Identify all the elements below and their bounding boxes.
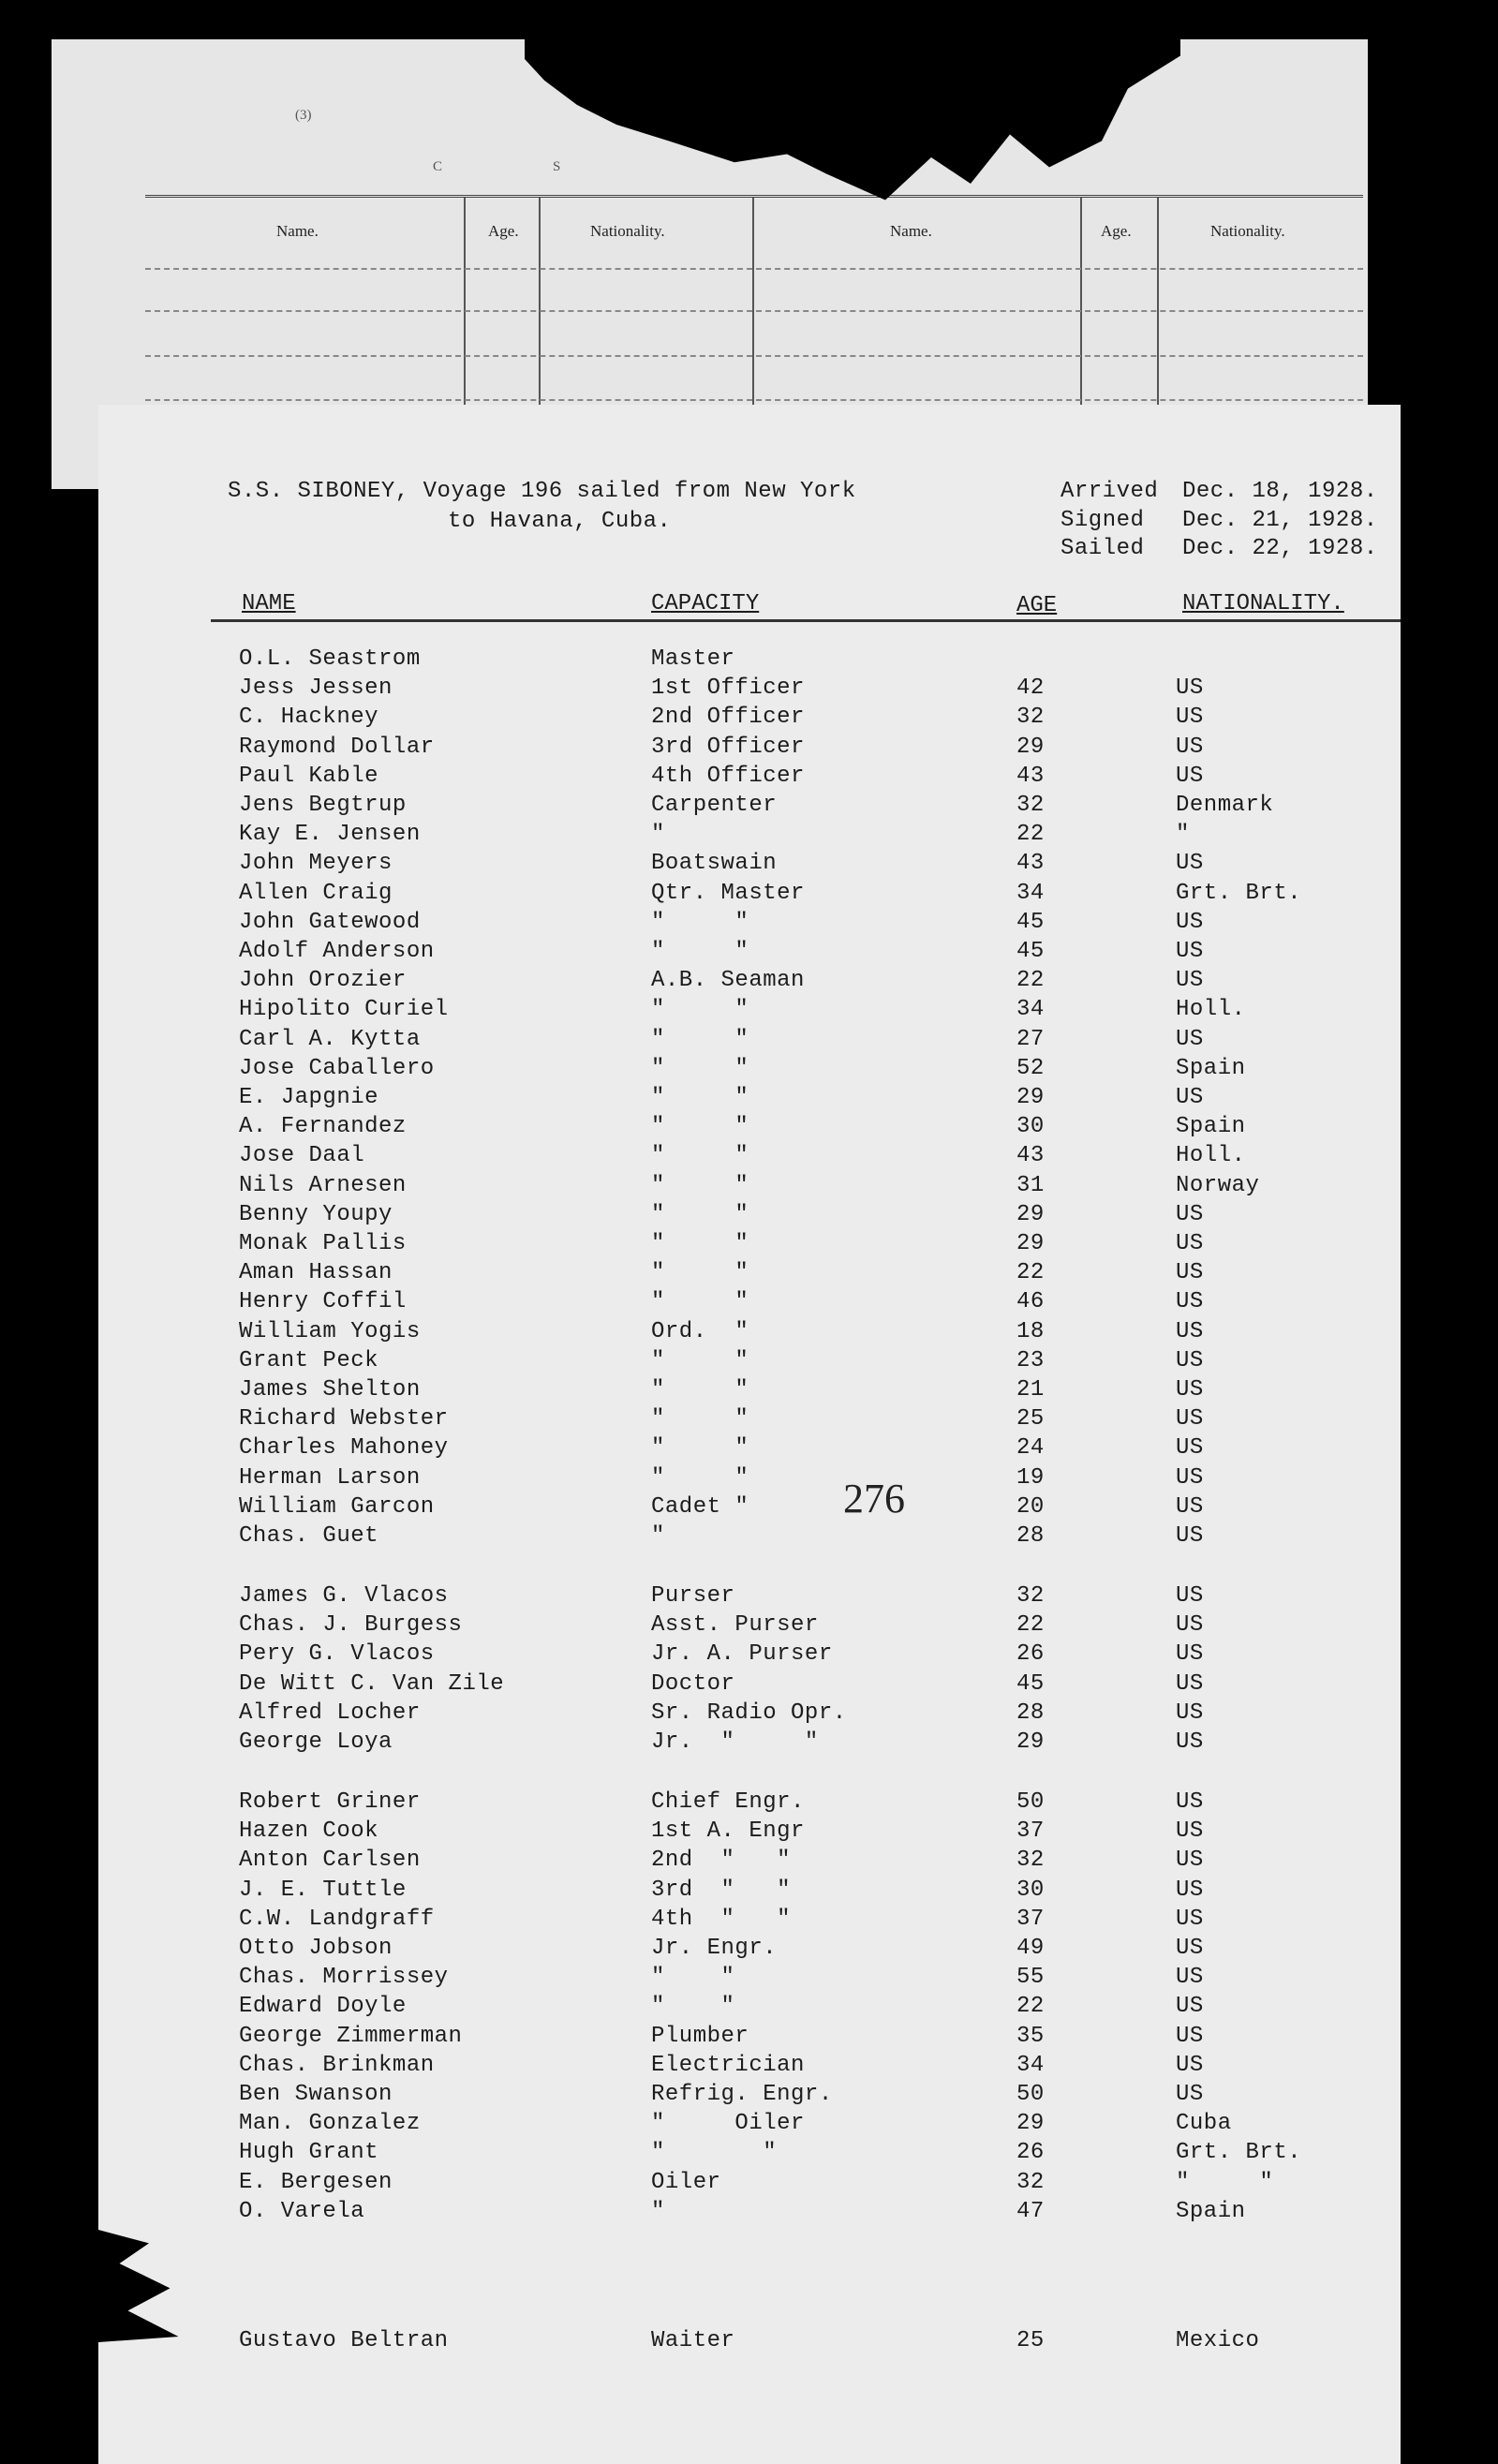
row-name: Alfred Locher bbox=[239, 1700, 421, 1726]
row-name: Man. Gonzalez bbox=[239, 2111, 421, 2137]
row-name: Benny Youpy bbox=[239, 1201, 393, 1227]
row-nationality: US bbox=[1176, 734, 1204, 760]
arrived-label: Arrived bbox=[1060, 479, 1159, 504]
row-capacity: 2nd " " bbox=[651, 1848, 792, 1874]
row-age: 47 bbox=[1016, 2198, 1045, 2224]
row-capacity: " " bbox=[651, 1026, 749, 1052]
row-capacity: " " bbox=[651, 1406, 749, 1432]
row-name: Edward Doyle bbox=[239, 1994, 407, 2020]
row-age: 22 bbox=[1016, 1260, 1045, 1286]
row-name: Jose Caballero bbox=[239, 1055, 435, 1081]
row-age: 24 bbox=[1016, 1435, 1045, 1462]
row-capacity: Purser bbox=[651, 1583, 735, 1609]
row-nationality: US bbox=[1176, 939, 1204, 964]
row-name: Jess Jessen bbox=[239, 675, 393, 702]
row-age: 34 bbox=[1016, 997, 1045, 1023]
row-age: 45 bbox=[1016, 1670, 1045, 1697]
row-nationality: US bbox=[1176, 1700, 1204, 1726]
row-capacity: Qtr. Master bbox=[651, 880, 805, 906]
row-age: 32 bbox=[1016, 2169, 1045, 2195]
row-name: Raymond Dollar bbox=[239, 734, 435, 760]
signed-date: Dec. 21, 1928. bbox=[1182, 508, 1378, 533]
row-nationality: US bbox=[1176, 2052, 1204, 2078]
row-capacity: 4th Officer bbox=[651, 763, 805, 789]
form-col-name: Name. bbox=[276, 222, 319, 240]
row-capacity: 3rd Officer bbox=[651, 734, 805, 760]
voyage-line-1: S.S. SIBONEY, Voyage 196 sailed from New York bbox=[228, 479, 856, 504]
row-capacity: " bbox=[651, 2198, 665, 2224]
form-header-fragment: C bbox=[433, 159, 443, 174]
row-name: John Gatewood bbox=[239, 909, 421, 935]
form-col-age: Age. bbox=[488, 222, 519, 240]
row-nationality: Spain bbox=[1176, 2198, 1246, 2224]
row-name: Pery G. Vlacos bbox=[239, 1641, 435, 1668]
row-nationality: Grt. Brt. bbox=[1176, 2140, 1302, 2166]
row-capacity: Sr. Radio Opr. bbox=[651, 1700, 847, 1726]
row-nationality: Spain bbox=[1176, 1055, 1246, 1081]
row-name: Hazen Cook bbox=[239, 1818, 379, 1845]
row-nationality: Spain bbox=[1176, 1114, 1246, 1140]
row-capacity: 4th " " bbox=[651, 1906, 792, 1932]
row-name: A. Fernandez bbox=[239, 1114, 407, 1140]
row-nationality: US bbox=[1176, 2023, 1204, 2049]
row-capacity: " " bbox=[651, 1231, 749, 1256]
row-age: 26 bbox=[1016, 2140, 1045, 2166]
row-capacity: " " bbox=[651, 1464, 749, 1491]
row-nationality: US bbox=[1176, 1583, 1204, 1609]
row-nationality: US bbox=[1176, 1231, 1204, 1256]
row-nationality: Cuba bbox=[1176, 2111, 1232, 2137]
row-nationality: Denmark bbox=[1176, 793, 1274, 818]
row-nationality: US bbox=[1176, 1347, 1204, 1373]
form-col-age: Age. bbox=[1101, 222, 1132, 240]
row-name: John Orozier bbox=[239, 968, 407, 994]
row-name: C. Hackney bbox=[239, 705, 379, 731]
row-capacity: 3rd " " bbox=[651, 1877, 792, 1903]
row-name: O. Varela bbox=[239, 2198, 365, 2224]
row-capacity: " " bbox=[651, 909, 749, 935]
row-nationality: US bbox=[1176, 1877, 1204, 1903]
row-nationality: US bbox=[1176, 2082, 1204, 2107]
row-nationality: US bbox=[1176, 1493, 1204, 1520]
row-capacity: Jr. A. Purser bbox=[651, 1641, 833, 1668]
row-age: 25 bbox=[1016, 1406, 1045, 1432]
row-nationality: US bbox=[1176, 909, 1204, 935]
row-capacity: Asst. Purser bbox=[651, 1612, 819, 1639]
row-name: James Shelton bbox=[239, 1377, 421, 1403]
row-nationality: Grt. Brt. bbox=[1176, 880, 1302, 906]
row-name: E. Japgnie bbox=[239, 1085, 379, 1110]
arrived-date: Dec. 18, 1928. bbox=[1182, 479, 1378, 504]
sailed-date: Dec. 22, 1928. bbox=[1182, 536, 1378, 561]
form-divider bbox=[464, 198, 466, 413]
row-name: Gustavo Beltran bbox=[239, 2328, 449, 2353]
row-capacity: " " bbox=[651, 1172, 749, 1198]
form-header-fragment: S bbox=[553, 159, 561, 174]
row-nationality: US bbox=[1176, 1085, 1204, 1110]
row-name: Anton Carlsen bbox=[239, 1848, 421, 1874]
row-nationality: US bbox=[1176, 1289, 1204, 1315]
row-age: 19 bbox=[1016, 1464, 1045, 1491]
row-nationality: " bbox=[1176, 822, 1190, 848]
row-nationality: Norway bbox=[1176, 1172, 1260, 1198]
row-age: 37 bbox=[1016, 1906, 1045, 1932]
row-age: 34 bbox=[1016, 880, 1045, 906]
row-name: Chas. Guet bbox=[239, 1523, 379, 1549]
row-nationality: US bbox=[1176, 1729, 1204, 1755]
row-capacity: " bbox=[651, 1523, 665, 1549]
sailed-label: Sailed bbox=[1060, 536, 1145, 561]
row-age: 23 bbox=[1016, 1347, 1045, 1373]
row-name: E. Bergesen bbox=[239, 2169, 393, 2195]
row-name: Ben Swanson bbox=[239, 2082, 393, 2107]
row-capacity: " " bbox=[651, 1055, 749, 1081]
form-divider bbox=[752, 198, 754, 413]
row-name: Charles Mahoney bbox=[239, 1435, 449, 1462]
row-age: 22 bbox=[1016, 1612, 1045, 1639]
row-name: George Loya bbox=[239, 1729, 393, 1755]
row-nationality: US bbox=[1176, 1435, 1204, 1462]
row-name: Jens Begtrup bbox=[239, 793, 407, 818]
row-age: 18 bbox=[1016, 1318, 1045, 1344]
row-nationality: US bbox=[1176, 968, 1204, 994]
row-name: De Witt C. Van Zile bbox=[239, 1670, 505, 1697]
row-name: Hipolito Curiel bbox=[239, 997, 449, 1023]
row-nationality: Holl. bbox=[1176, 1143, 1246, 1169]
row-age: 45 bbox=[1016, 909, 1045, 935]
row-name: C.W. Landgraff bbox=[239, 1906, 435, 1932]
row-age: 55 bbox=[1016, 1965, 1045, 1991]
row-name: Kay E. Jensen bbox=[239, 822, 421, 848]
row-name: Allen Craig bbox=[239, 880, 393, 906]
row-capacity: " " bbox=[651, 1085, 749, 1110]
row-capacity: " " bbox=[651, 1289, 749, 1315]
row-capacity: Cadet " bbox=[651, 1493, 749, 1520]
row-nationality: US bbox=[1176, 1670, 1204, 1697]
row-capacity: " " bbox=[651, 1201, 749, 1227]
row-capacity: 1st A. Engr bbox=[651, 1818, 805, 1845]
row-age: 29 bbox=[1016, 1231, 1045, 1256]
row-nationality: US bbox=[1176, 675, 1204, 702]
form-row-line bbox=[145, 310, 1363, 312]
row-capacity: Refrig. Engr. bbox=[651, 2082, 833, 2107]
row-name: Paul Kable bbox=[239, 763, 379, 789]
row-nationality: US bbox=[1176, 1523, 1204, 1549]
row-nationality: US bbox=[1176, 763, 1204, 789]
row-capacity: " " bbox=[651, 997, 749, 1023]
row-nationality: US bbox=[1176, 1377, 1204, 1403]
row-age: 43 bbox=[1016, 1143, 1045, 1169]
row-age: 25 bbox=[1016, 2328, 1045, 2353]
row-age: 27 bbox=[1016, 1026, 1045, 1052]
row-name: Henry Coffil bbox=[239, 1289, 407, 1315]
row-capacity: " " bbox=[651, 1435, 749, 1462]
form-divider bbox=[1157, 198, 1159, 413]
row-name: George Zimmerman bbox=[239, 2023, 463, 2049]
row-nationality: US bbox=[1176, 1906, 1204, 1932]
row-name: Adolf Anderson bbox=[239, 939, 435, 964]
form-col-name: Name. bbox=[890, 222, 932, 240]
row-age: 42 bbox=[1016, 675, 1045, 702]
row-age: 30 bbox=[1016, 1877, 1045, 1903]
row-age: 50 bbox=[1016, 2082, 1045, 2107]
row-age: 29 bbox=[1016, 1729, 1045, 1755]
row-nationality: US bbox=[1176, 1965, 1204, 1991]
header-rule bbox=[211, 619, 1401, 622]
row-capacity: " " bbox=[651, 1994, 735, 2020]
row-name: Otto Jobson bbox=[239, 1936, 393, 1961]
row-name: Jose Daal bbox=[239, 1143, 365, 1169]
row-name: Chas. Morrissey bbox=[239, 1965, 449, 1991]
row-nationality: US bbox=[1176, 1994, 1204, 2020]
row-capacity: A.B. Seaman bbox=[651, 968, 805, 994]
row-age: 32 bbox=[1016, 1848, 1045, 1874]
row-capacity: " " bbox=[651, 939, 749, 964]
row-age: 52 bbox=[1016, 1055, 1045, 1081]
row-age: 28 bbox=[1016, 1700, 1045, 1726]
row-capacity: " " bbox=[651, 1965, 735, 1991]
row-age: 45 bbox=[1016, 939, 1045, 964]
form-row-line bbox=[145, 355, 1363, 357]
row-age: 29 bbox=[1016, 1201, 1045, 1227]
row-nationality: US bbox=[1176, 1848, 1204, 1874]
row-age: 30 bbox=[1016, 1114, 1045, 1140]
row-age: 21 bbox=[1016, 1377, 1045, 1403]
row-age: 29 bbox=[1016, 1085, 1045, 1110]
row-capacity: " " bbox=[651, 2140, 778, 2166]
row-name: Chas. Brinkman bbox=[239, 2052, 435, 2078]
row-name: J. E. Tuttle bbox=[239, 1877, 407, 1903]
row-age: 29 bbox=[1016, 2111, 1045, 2137]
row-name: John Meyers bbox=[239, 851, 393, 877]
row-nationality: US bbox=[1176, 1260, 1204, 1286]
row-name: Hugh Grant bbox=[239, 2140, 379, 2166]
row-name: Robert Griner bbox=[239, 1789, 421, 1815]
row-age: 46 bbox=[1016, 1289, 1045, 1315]
row-name: Carl A. Kytta bbox=[239, 1026, 421, 1052]
row-name: O.L. Seastrom bbox=[239, 646, 421, 672]
row-capacity: Waiter bbox=[651, 2328, 735, 2353]
form-row-line bbox=[145, 268, 1363, 270]
row-capacity: Chief Engr. bbox=[651, 1789, 805, 1815]
row-nationality: US bbox=[1176, 705, 1204, 731]
row-age: 35 bbox=[1016, 2023, 1045, 2049]
row-capacity: Jr. Engr. bbox=[651, 1936, 778, 1961]
row-name: William Yogis bbox=[239, 1318, 421, 1344]
row-nationality: US bbox=[1176, 1406, 1204, 1432]
row-nationality: Holl. bbox=[1176, 997, 1246, 1023]
row-capacity: Carpenter bbox=[651, 793, 778, 818]
col-header-name: NAME bbox=[242, 591, 296, 616]
row-age: 31 bbox=[1016, 1172, 1045, 1198]
row-nationality: US bbox=[1176, 1612, 1204, 1639]
page-stamp-number: 276 bbox=[843, 1476, 905, 1521]
row-capacity: Jr. " " bbox=[651, 1729, 819, 1755]
row-nationality: US bbox=[1176, 1318, 1204, 1344]
row-name: William Garcon bbox=[239, 1493, 435, 1520]
form-col-nationality: Nationality. bbox=[1210, 222, 1285, 240]
row-name: Herman Larson bbox=[239, 1464, 421, 1491]
row-name: Grant Peck bbox=[239, 1347, 379, 1373]
form-divider bbox=[539, 198, 541, 413]
row-capacity: " " bbox=[651, 1347, 749, 1373]
row-age: 49 bbox=[1016, 1936, 1045, 1961]
col-header-age: AGE bbox=[1016, 593, 1058, 618]
row-nationality: US bbox=[1176, 1936, 1204, 1961]
row-capacity: Doctor bbox=[651, 1670, 735, 1697]
row-capacity: " " bbox=[651, 1260, 749, 1286]
row-age: 20 bbox=[1016, 1493, 1045, 1520]
row-capacity: " " bbox=[651, 1377, 749, 1403]
row-nationality: US bbox=[1176, 1641, 1204, 1668]
row-name: Richard Webster bbox=[239, 1406, 449, 1432]
row-nationality: US bbox=[1176, 1464, 1204, 1491]
row-name: Nils Arnesen bbox=[239, 1172, 407, 1198]
row-capacity: " " bbox=[651, 1143, 749, 1169]
form-col-nationality: Nationality. bbox=[590, 222, 665, 240]
row-capacity: Electrician bbox=[651, 2052, 805, 2078]
row-age: 22 bbox=[1016, 822, 1045, 848]
row-age: 50 bbox=[1016, 1789, 1045, 1815]
row-nationality: US bbox=[1176, 1201, 1204, 1227]
row-capacity: " Oiler bbox=[651, 2111, 805, 2137]
form-row-line bbox=[145, 399, 1363, 401]
row-capacity: Ord. " bbox=[651, 1318, 749, 1344]
row-name: Monak Pallis bbox=[239, 1231, 407, 1256]
row-age: 32 bbox=[1016, 793, 1045, 818]
row-nationality: " " bbox=[1176, 2169, 1274, 2195]
row-nationality: US bbox=[1176, 851, 1204, 877]
col-header-capacity: CAPACITY bbox=[651, 591, 760, 616]
background-form-table bbox=[145, 195, 1363, 413]
row-age: 32 bbox=[1016, 705, 1045, 731]
row-name: James G. Vlacos bbox=[239, 1583, 449, 1609]
row-age: 37 bbox=[1016, 1818, 1045, 1845]
row-capacity: Plumber bbox=[651, 2023, 749, 2049]
row-nationality: Mexico bbox=[1176, 2328, 1260, 2353]
row-capacity: 1st Officer bbox=[651, 675, 805, 702]
row-nationality: US bbox=[1176, 1818, 1204, 1845]
row-age: 26 bbox=[1016, 1641, 1045, 1668]
row-age: 22 bbox=[1016, 968, 1045, 994]
row-name: Chas. J. Burgess bbox=[239, 1612, 463, 1639]
row-age: 34 bbox=[1016, 2052, 1045, 2078]
col-header-nationality: NATIONALITY. bbox=[1182, 591, 1344, 616]
row-age: 32 bbox=[1016, 1583, 1045, 1609]
row-age: 22 bbox=[1016, 1994, 1045, 2020]
row-nationality: US bbox=[1176, 1026, 1204, 1052]
row-age: 43 bbox=[1016, 763, 1045, 789]
row-age: 29 bbox=[1016, 734, 1045, 760]
page-mark: (3) bbox=[295, 108, 312, 123]
row-nationality: US bbox=[1176, 1789, 1204, 1815]
signed-label: Signed bbox=[1060, 508, 1145, 533]
row-capacity: Oiler bbox=[651, 2169, 721, 2195]
voyage-line-2: to Havana, Cuba. bbox=[448, 509, 672, 534]
row-capacity: Boatswain bbox=[651, 851, 778, 877]
form-divider bbox=[1080, 198, 1082, 413]
row-capacity: " " bbox=[651, 1114, 749, 1140]
row-age: 43 bbox=[1016, 851, 1045, 877]
row-age: 28 bbox=[1016, 1523, 1045, 1549]
row-capacity: Master bbox=[651, 646, 735, 672]
row-capacity: 2nd Officer bbox=[651, 705, 805, 731]
row-name: Aman Hassan bbox=[239, 1260, 393, 1286]
row-capacity: " bbox=[651, 822, 665, 848]
